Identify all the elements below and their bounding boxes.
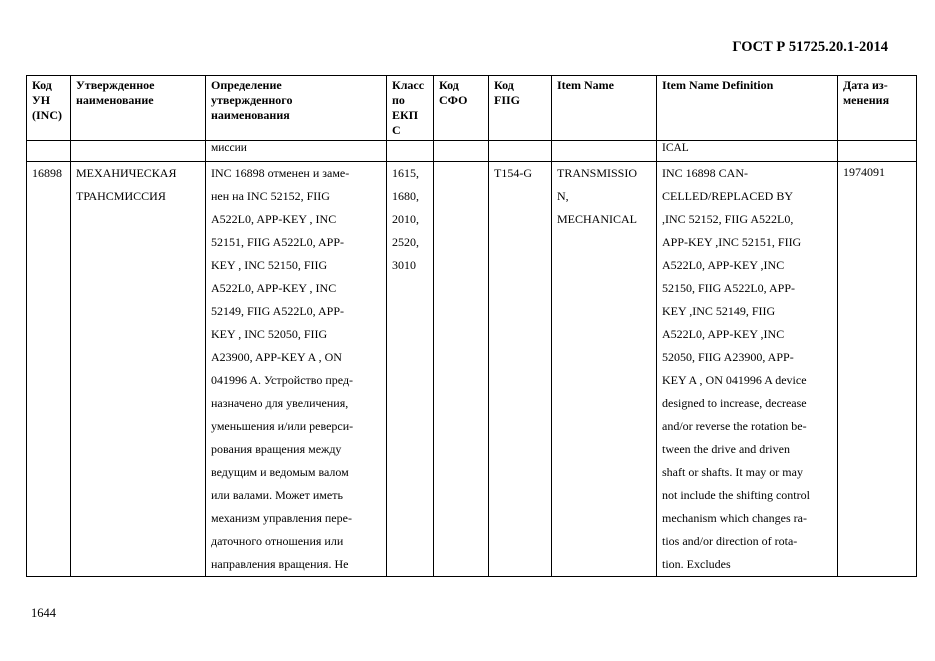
cell-text-line: A522L0, APP-KEY ,INC: [662, 258, 785, 272]
cell-sfo-code: [434, 162, 489, 577]
cell-approved-name: [71, 162, 206, 577]
cell-text-line: CELLED/REPLACED BY: [662, 189, 793, 203]
cell-text-line: даточного отношения или: [211, 534, 344, 548]
col-header-class: Класс по ЕКП С: [387, 76, 434, 141]
cell-text-line: KEY , INC 52050, FIIG: [211, 327, 328, 341]
cell-text-line: 52150, FIIG A522L0, APP-: [662, 281, 796, 295]
cell-text-line: A522L0, APP-KEY , INC: [211, 212, 337, 226]
cell-text-line: ведущим и ведомым валом: [211, 465, 349, 479]
col-header-inc-code: Код УН (INC): [27, 76, 71, 141]
col-header-change-date: Дата из- менения: [838, 76, 917, 141]
cont-cell-inc: [27, 141, 71, 162]
col-header-item-name: Item Name: [552, 76, 657, 141]
cell-text-line: ,INC 52152, FIIG A522L0,: [662, 212, 794, 226]
cell-text-line: 2520,: [392, 235, 419, 249]
col-header-name-definition: Определение утвержденного наименования: [206, 76, 387, 141]
cell-text-line: 1680,: [392, 189, 419, 203]
cell-text-line: KEY , INC 52150, FIIG: [211, 258, 328, 272]
cont-cell-name: [71, 141, 206, 162]
cell-text-line: назначено для увеличения,: [211, 396, 349, 410]
cell-text-line: designed to increase, decrease: [662, 396, 807, 410]
cell-text-line: механизм управления пере-: [211, 511, 352, 525]
cell-text-line: N,: [557, 189, 569, 203]
cell-text-line: KEY ,INC 52149, FIIG: [662, 304, 776, 318]
cell-text-line: уменьшения и/или реверси-: [211, 419, 354, 433]
col-header-approved-name: Утвержденное наименование: [71, 76, 206, 141]
document-standard-header: ГОСТ Р 51725.20.1-2014: [732, 39, 888, 55]
cell-text-line: TRANSMISSIO: [557, 166, 638, 180]
cont-cell-item-name: [552, 141, 657, 162]
col-header-fiig-code: Код FIIG: [489, 76, 552, 141]
cell-inc-code: 16898: [27, 162, 71, 577]
cell-text-line: shaft or shafts. It may or may: [662, 465, 803, 479]
cont-cell-date: [838, 141, 917, 162]
table-row: [27, 162, 917, 577]
cell-item-name: [552, 162, 657, 577]
cell-text-line: 52151, FIIG A522L0, APP-: [211, 235, 345, 249]
cont-cell-class: [387, 141, 434, 162]
cell-text-line: 1615,: [392, 166, 419, 180]
cell-text-line: 041996 A. Устройство пред-: [211, 373, 354, 387]
cell-text-line: mechanism which changes ra-: [662, 511, 807, 525]
cell-text-line: направления вращения. Не: [211, 557, 349, 571]
cont-cell-fiig: [489, 141, 552, 162]
cell-text-line: ТРАНСМИССИЯ: [76, 189, 166, 203]
cell-text-line: нен на INC 52152, FIIG: [211, 189, 330, 203]
cell-text-line: A522L0, APP-KEY , INC: [211, 281, 337, 295]
cell-text-line: INC 16898 CAN-: [662, 166, 748, 180]
page-number: 1644: [31, 606, 56, 620]
cell-text-line: или валами. Может иметь: [211, 488, 343, 502]
cell-text-line: tion. Excludes: [662, 557, 731, 571]
classification-table: [26, 75, 917, 577]
cont-cell-item-definition: ICAL: [657, 141, 838, 162]
cell-text-line: A522L0, APP-KEY ,INC: [662, 327, 785, 341]
cell-class: [387, 162, 434, 577]
cell-text-line: KEY A , ON 041996 A device: [662, 373, 807, 387]
col-header-sfo-code: Код СФО: [434, 76, 489, 141]
cell-text-line: tween the drive and driven: [662, 442, 790, 456]
table-row-continuation: [27, 141, 917, 162]
cont-cell-definition: миссии: [206, 141, 387, 162]
cell-text-line: not include the shifting control: [662, 488, 810, 502]
cell-text-line: 2010,: [392, 212, 419, 226]
cell-text-line: 3010: [392, 258, 416, 272]
cell-text-line: 52149, FIIG A522L0, APP-: [211, 304, 345, 318]
cell-text-line: and/or reverse the rotation be-: [662, 419, 807, 433]
cont-cell-sfo: [434, 141, 489, 162]
cell-item-name-definition: [657, 162, 838, 577]
cell-change-date: 1974091: [838, 162, 917, 577]
cell-text-line: рования вращения между: [211, 442, 342, 456]
cell-name-definition: [206, 162, 387, 577]
cell-text-line: A23900, APP-KEY A , ON: [211, 350, 342, 364]
col-header-item-name-definition: Item Name Definition: [657, 76, 838, 141]
cell-text-line: 52050, FIIG A23900, APP-: [662, 350, 794, 364]
cell-text-line: МЕХАНИЧЕСКАЯ: [76, 166, 177, 180]
cell-text-line: tios and/or direction of rota-: [662, 534, 798, 548]
cell-text-line: APP-KEY ,INC 52151, FIIG: [662, 235, 802, 249]
cell-text-line: MECHANICAL: [557, 212, 637, 226]
cell-text-line: INC 16898 отменен и заме-: [211, 166, 350, 180]
cell-fiig-code: T154-G: [489, 162, 552, 577]
table-header-row: [27, 76, 917, 141]
